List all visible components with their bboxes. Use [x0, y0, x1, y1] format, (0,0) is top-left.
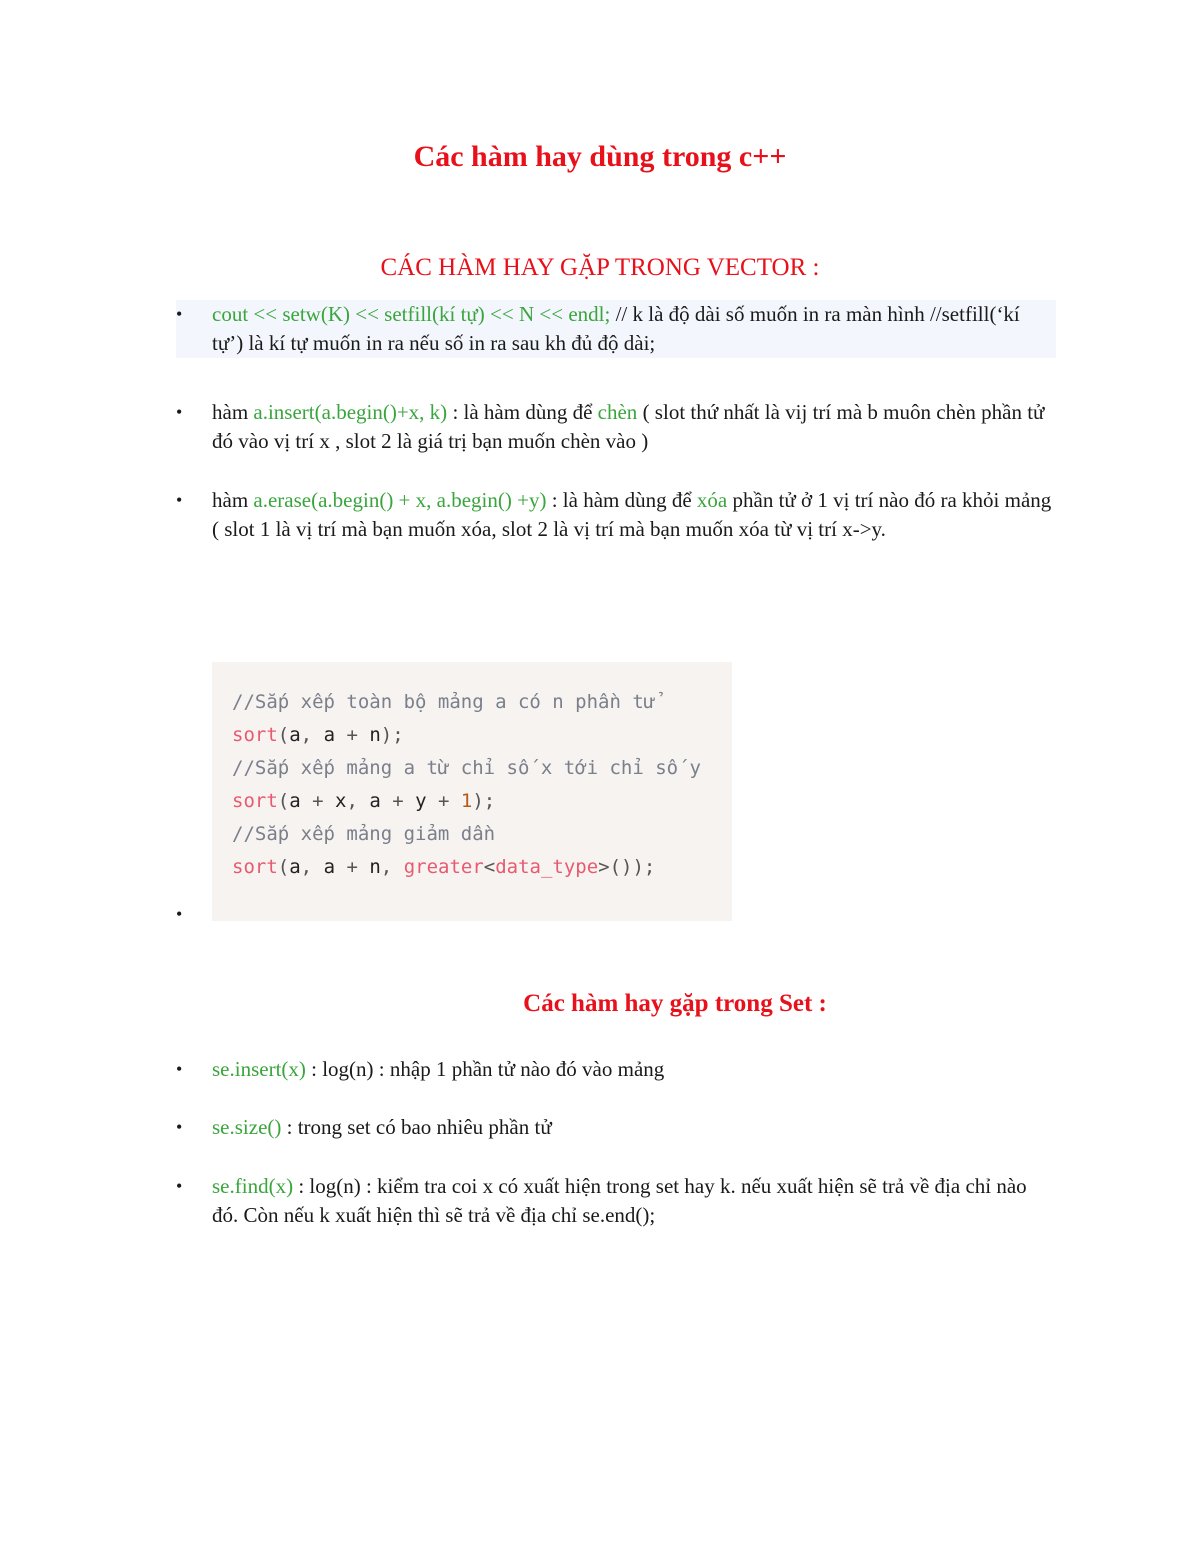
code-line: sort(a, a + n);	[232, 724, 404, 746]
bullet: •	[176, 1117, 183, 1137]
description: // k là độ dài số muốn in ra màn hình //setfill(‘kí tự’) là kí tự muốn in ra nếu số in ra sau kh đủ độ dài;	[212, 302, 1020, 355]
prefix: hàm	[212, 400, 254, 424]
set-section-heading: Các hàm hay gặp trong Set :	[523, 990, 827, 1017]
code-comment: //Sắp xếp mảng giảm dần	[232, 823, 496, 845]
bullet: •	[176, 1176, 183, 1196]
list-item	[176, 1055, 1056, 1084]
code-snippet: se.size()	[212, 1115, 282, 1139]
list-item	[176, 1172, 1056, 1230]
code-block	[212, 662, 732, 921]
description: : log(n) : nhập 1 phần tử nào đó vào mảng	[305, 1057, 665, 1081]
list-item	[176, 398, 1056, 456]
code-line: sort(a + x, a + y + 1);	[232, 790, 496, 812]
list-item	[176, 1113, 1056, 1142]
keyword: chèn	[597, 400, 638, 424]
mid-text: : là hàm dùng để	[546, 488, 697, 512]
list-item	[176, 486, 1056, 544]
bullet: •	[176, 304, 183, 324]
bullet: •	[176, 904, 183, 924]
prefix: hàm	[212, 488, 254, 512]
page-title: Các hàm hay dùng trong c++	[413, 140, 787, 173]
description: : trong set có bao nhiêu phần tử	[281, 1115, 552, 1139]
code-snippet: se.find(x)	[212, 1174, 294, 1198]
bullet: •	[176, 490, 183, 510]
description: ( slot thứ nhất là vij trí mà b muôn chèn phần tử đó vào vị trí x , slot 2 là giá trị bạn muốn chèn vào )	[212, 400, 1045, 453]
code-snippet: cout << setw(K) << setfill(kí tự) << N << endl;	[212, 302, 611, 326]
description: : log(n) : kiểm tra coi x có xuất hiện trong set hay k. nếu xuất hiện sẽ trả về địa chỉ nào đó. Còn nếu k xuất hiện thì sẽ trả về địa chỉ se.end();	[212, 1174, 1027, 1227]
code-snippet: a.erase(a.begin() + x, a.begin() +y)	[253, 488, 547, 512]
keyword: xóa	[696, 488, 728, 512]
code-snippet: a.insert(a.begin()+x, k)	[253, 400, 448, 424]
bullet: •	[176, 1059, 183, 1079]
list-item	[176, 300, 1056, 358]
code-comment: //Sắp xếp toàn bộ mảng a có n phần tử	[232, 691, 656, 713]
code-snippet: se.insert(x)	[212, 1057, 306, 1081]
code-line: sort(a, a + n, greater<data_type>());	[232, 856, 656, 878]
mid-text: : là hàm dùng để	[447, 400, 598, 424]
bullet: •	[176, 402, 183, 422]
description: phần tử ở 1 vị trí nào đó ra khỏi mảng ( slot 1 là vị trí mà bạn muốn xóa, slot 2 là vị trí mà bạn muốn xóa từ vị trí x->y.	[212, 488, 1052, 541]
code-comment: //Sắp xếp mảng a từ chỉ số x tới chỉ số y	[232, 757, 701, 779]
vector-section-heading: CÁC HÀM HAY GẶP TRONG VECTOR :	[380, 254, 820, 281]
